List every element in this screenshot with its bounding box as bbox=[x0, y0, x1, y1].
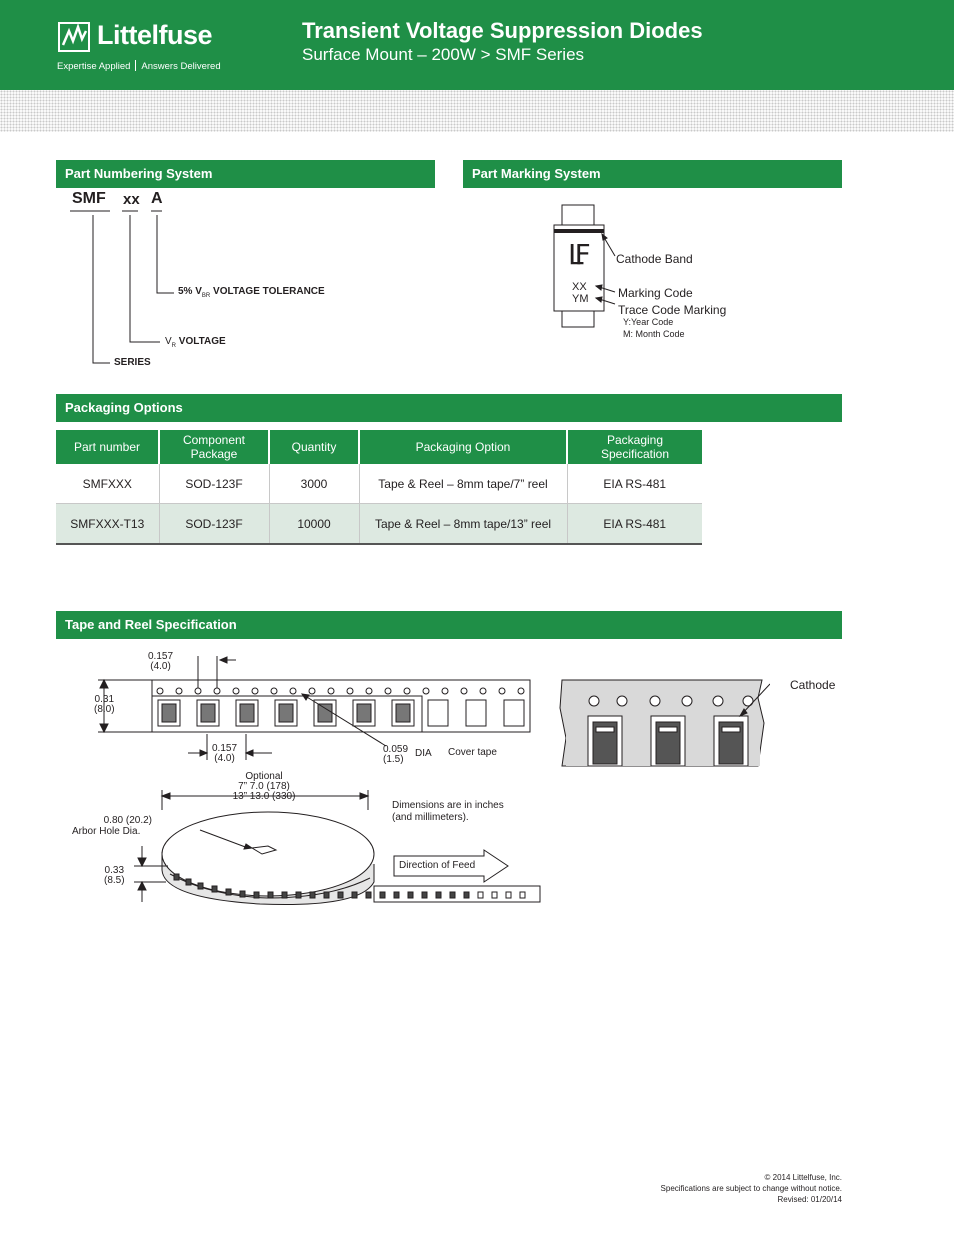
part-numbering-leader-lines bbox=[60, 205, 180, 375]
code-a: A bbox=[151, 190, 163, 207]
hole-in: 0.059 bbox=[383, 744, 409, 755]
part-numbering-heading: Part Numbering System bbox=[56, 160, 435, 188]
table-row bbox=[56, 504, 702, 545]
cell-option: Tape & Reel – 8mm tape/13” reel bbox=[359, 504, 567, 545]
marking-xx: XX bbox=[572, 281, 587, 293]
page-title: Transient Voltage Suppression Diodes bbox=[302, 18, 703, 43]
code-xx: xx bbox=[123, 191, 140, 208]
arbor-in: 0.80 (20.2) bbox=[103, 815, 152, 826]
direction-of-feed-label: Direction of Feed bbox=[399, 860, 476, 871]
lf-logo-mark: LF bbox=[568, 238, 582, 271]
voltage-suffix: VOLTAGE bbox=[178, 336, 226, 347]
pitch-bottom-dim bbox=[212, 744, 237, 764]
cell-part-number: SMFXXX-T13 bbox=[56, 504, 159, 545]
tagline-left: Expertise Applied bbox=[57, 61, 131, 72]
brand-tagline bbox=[57, 60, 221, 72]
cell-spec: EIA RS-481 bbox=[567, 464, 702, 504]
tape-reel-heading: Tape and Reel Specification bbox=[56, 611, 842, 639]
reel-optional: Optional bbox=[245, 771, 283, 782]
col-packaging-spec: Packaging Specification bbox=[567, 430, 702, 464]
voltage-prefix: V bbox=[165, 336, 172, 347]
arbor-label: Arbor Hole Dia. bbox=[72, 826, 141, 837]
footer bbox=[661, 1172, 842, 1205]
footer-copyright: © 2014 Littelfuse, Inc. bbox=[764, 1173, 842, 1182]
cell-quantity: 3000 bbox=[269, 464, 359, 504]
hole-dim bbox=[383, 745, 408, 765]
col-packaging-option: Packaging Option bbox=[359, 430, 567, 464]
dimensions-note bbox=[392, 800, 504, 824]
tolerance-sub: BR bbox=[201, 293, 211, 299]
cell-package: SOD-123F bbox=[159, 464, 269, 504]
pitch-bottom-in: 0.157 bbox=[212, 743, 238, 754]
voltage-label bbox=[165, 336, 226, 349]
tagline-divider bbox=[135, 60, 136, 71]
dims-note-line1: Dimensions are in inches bbox=[392, 800, 504, 811]
tolerance-suffix: VOLTAGE TOLERANCE bbox=[213, 286, 325, 297]
cell-spec: EIA RS-481 bbox=[567, 504, 702, 545]
month-code-label: M: Month Code bbox=[623, 329, 685, 339]
footer-notice: Specifications are subject to change without notice. bbox=[660, 1184, 842, 1193]
cell-part-number: SMFXXX bbox=[56, 464, 159, 504]
brand-name: Littelfuse bbox=[97, 20, 213, 50]
width-dim bbox=[94, 695, 115, 715]
cell-option: Tape & Reel – 8mm tape/7” reel bbox=[359, 464, 567, 504]
dims-note-line2: (and millimeters). bbox=[392, 812, 469, 823]
width-in: 0.31 bbox=[94, 694, 115, 705]
pitch-bottom-mm: (4.0) bbox=[214, 753, 235, 764]
trace-code-label: Trace Code Marking bbox=[618, 303, 727, 317]
col-component-package: Component Package bbox=[159, 430, 269, 464]
tagline-right: Answers Delivered bbox=[141, 61, 221, 72]
pitch-top-mm: (4.0) bbox=[150, 661, 171, 672]
year-code-label: Y:Year Code bbox=[623, 317, 674, 327]
reel-7in: 7” 7.0 (178) bbox=[238, 781, 290, 792]
cover-tape-label: Cover tape bbox=[448, 747, 497, 758]
thickness-dim bbox=[104, 866, 125, 886]
header-banner bbox=[0, 0, 954, 90]
reel-13in: 13” 13.0 (330) bbox=[232, 791, 296, 802]
width-mm: (8.0) bbox=[94, 704, 115, 715]
tolerance-label bbox=[178, 286, 325, 299]
cell-quantity: 10000 bbox=[269, 504, 359, 545]
col-quantity: Quantity bbox=[269, 430, 359, 464]
cathode-band-label: Cathode Band bbox=[616, 252, 693, 266]
tolerance-prefix: 5% V bbox=[178, 286, 202, 297]
littelfuse-logo-icon bbox=[57, 21, 91, 53]
page-subtitle: Surface Mount – 200W > SMF Series bbox=[302, 45, 585, 64]
thickness-mm: (8.5) bbox=[104, 875, 125, 886]
voltage-sub: R bbox=[171, 343, 177, 349]
series-label: SERIES bbox=[114, 357, 151, 368]
thickness-in: 0.33 bbox=[104, 865, 125, 876]
footer-revised: Revised: 01/20/14 bbox=[777, 1195, 842, 1204]
cathode-detail-diagram bbox=[558, 678, 770, 768]
hole-dia-label: DIA bbox=[415, 748, 432, 759]
table-header-row bbox=[56, 430, 702, 464]
hole-mm: (1.5) bbox=[383, 754, 404, 765]
col-part-number: Part number bbox=[56, 430, 159, 464]
packaging-table bbox=[56, 430, 702, 545]
part-marking-heading: Part Marking System bbox=[463, 160, 842, 188]
marking-code-label: Marking Code bbox=[618, 286, 693, 300]
pitch-top-dim bbox=[148, 652, 173, 672]
dot-pattern-band bbox=[0, 90, 954, 132]
arbor-dim bbox=[100, 815, 152, 826]
cell-package: SOD-123F bbox=[159, 504, 269, 545]
marking-ym: YM bbox=[572, 293, 589, 305]
table-row bbox=[56, 464, 702, 504]
cathode-label: Cathode bbox=[790, 678, 836, 692]
code-smf: SMF bbox=[72, 190, 106, 207]
packaging-heading: Packaging Options bbox=[56, 394, 842, 422]
pitch-top-in: 0.157 bbox=[148, 651, 174, 662]
